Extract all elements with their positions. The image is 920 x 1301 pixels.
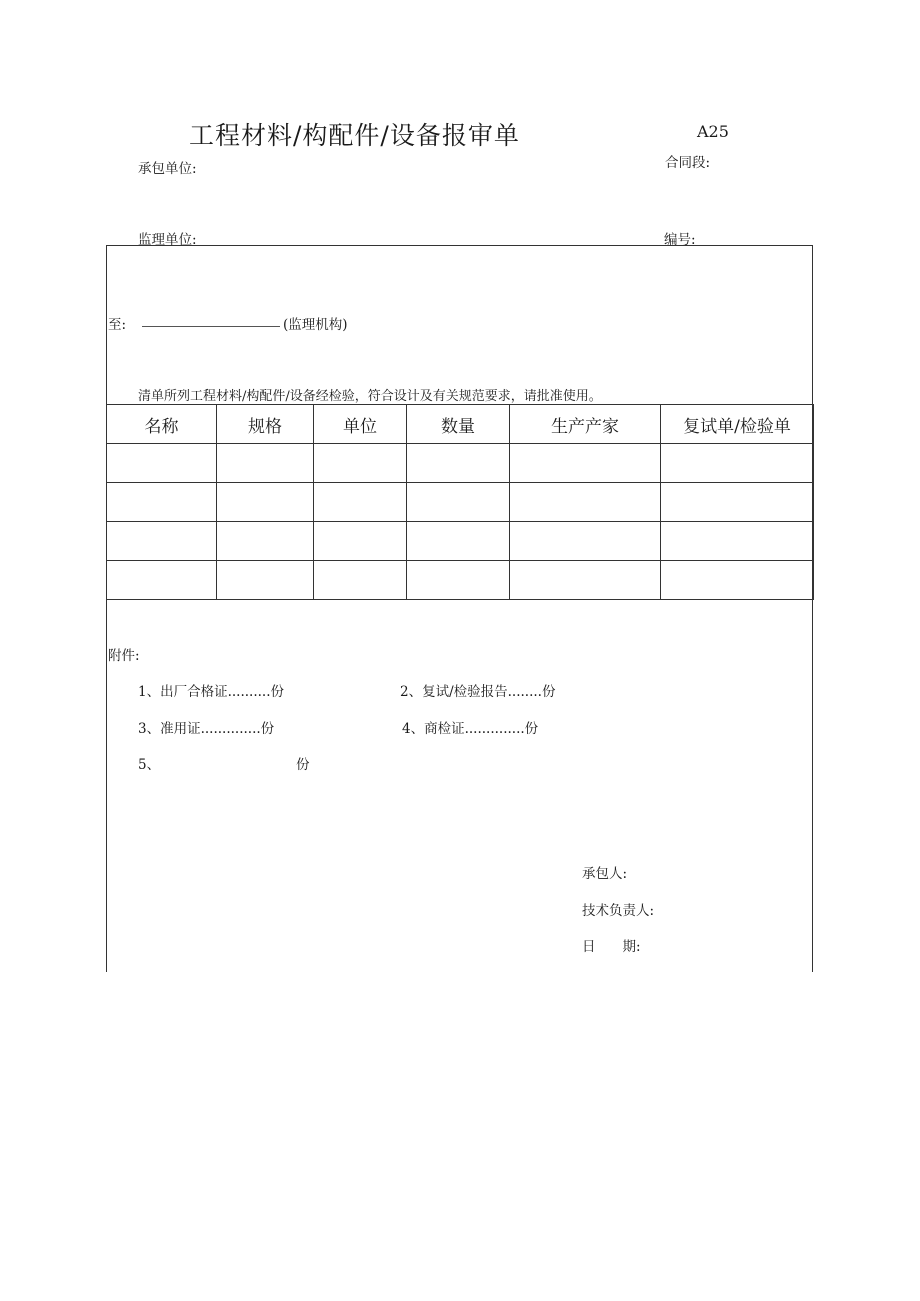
table-row bbox=[107, 561, 814, 600]
to-label: 至: bbox=[108, 317, 127, 333]
materials-table bbox=[106, 404, 814, 600]
to-blank-line bbox=[142, 326, 280, 327]
number-label: 编号: bbox=[664, 232, 696, 248]
table-cell[interactable] bbox=[314, 561, 407, 600]
date-label: 日 期: bbox=[582, 939, 641, 955]
col-header-name: 名称 bbox=[107, 405, 217, 444]
page-title: 工程材料/构配件/设备报审单 bbox=[189, 121, 520, 150]
table-row bbox=[107, 444, 814, 483]
table-cell[interactable] bbox=[661, 561, 814, 600]
col-header-spec: 规格 bbox=[217, 405, 314, 444]
table-cell[interactable] bbox=[510, 483, 661, 522]
contract-section-label: 合同段: bbox=[665, 155, 711, 171]
table-cell[interactable] bbox=[407, 522, 510, 561]
contractor-signature-label: 承包人: bbox=[582, 866, 628, 882]
table-cell[interactable] bbox=[217, 522, 314, 561]
table-cell[interactable] bbox=[107, 444, 217, 483]
form-code: A25 bbox=[697, 122, 729, 141]
statement-text: 清单所列工程材料/构配件/设备经检验，符合设计及有关规范要求，请批准使用。 bbox=[138, 389, 602, 404]
table-row bbox=[107, 483, 814, 522]
attachment-item-retest-report: 2、复试/检验报告........份 bbox=[400, 684, 556, 700]
table-cell[interactable] bbox=[407, 483, 510, 522]
table-cell[interactable] bbox=[107, 483, 217, 522]
table-cell[interactable] bbox=[217, 444, 314, 483]
table-cell[interactable] bbox=[314, 483, 407, 522]
table-cell[interactable] bbox=[510, 444, 661, 483]
table-row bbox=[107, 522, 814, 561]
attachment-item-inspection-cert: 4、商检证..............份 bbox=[402, 721, 539, 737]
attachment-item-other-unit: 份 bbox=[296, 757, 310, 773]
attachment-item-factory-cert: 1、出厂合格证..........份 bbox=[138, 684, 285, 700]
attachment-item-other: 5、 bbox=[138, 757, 161, 773]
to-suffix: (监理机构) bbox=[283, 317, 348, 333]
table-cell[interactable] bbox=[407, 561, 510, 600]
col-header-test-report: 复试单/检验单 bbox=[661, 405, 814, 444]
form-frame bbox=[106, 245, 813, 972]
table-cell[interactable] bbox=[107, 522, 217, 561]
table-cell[interactable] bbox=[107, 561, 217, 600]
table-cell[interactable] bbox=[314, 444, 407, 483]
table-cell[interactable] bbox=[661, 444, 814, 483]
supervisor-label: 监理单位: bbox=[138, 232, 197, 248]
table-cell[interactable] bbox=[314, 522, 407, 561]
contractor-label: 承包单位: bbox=[138, 161, 197, 177]
table-cell[interactable] bbox=[510, 561, 661, 600]
table-cell[interactable] bbox=[407, 444, 510, 483]
table-header-row bbox=[107, 405, 814, 444]
col-header-unit: 单位 bbox=[314, 405, 407, 444]
table-cell[interactable] bbox=[217, 483, 314, 522]
attachment-item-permit-cert: 3、准用证..............份 bbox=[138, 721, 275, 737]
table-cell[interactable] bbox=[217, 561, 314, 600]
table-cell[interactable] bbox=[510, 522, 661, 561]
col-header-quantity: 数量 bbox=[407, 405, 510, 444]
table-cell[interactable] bbox=[661, 522, 814, 561]
attachments-label: 附件: bbox=[108, 648, 140, 664]
table-cell[interactable] bbox=[661, 483, 814, 522]
tech-lead-signature-label: 技术负责人: bbox=[582, 903, 655, 919]
col-header-manufacturer: 生产产家 bbox=[510, 405, 661, 444]
